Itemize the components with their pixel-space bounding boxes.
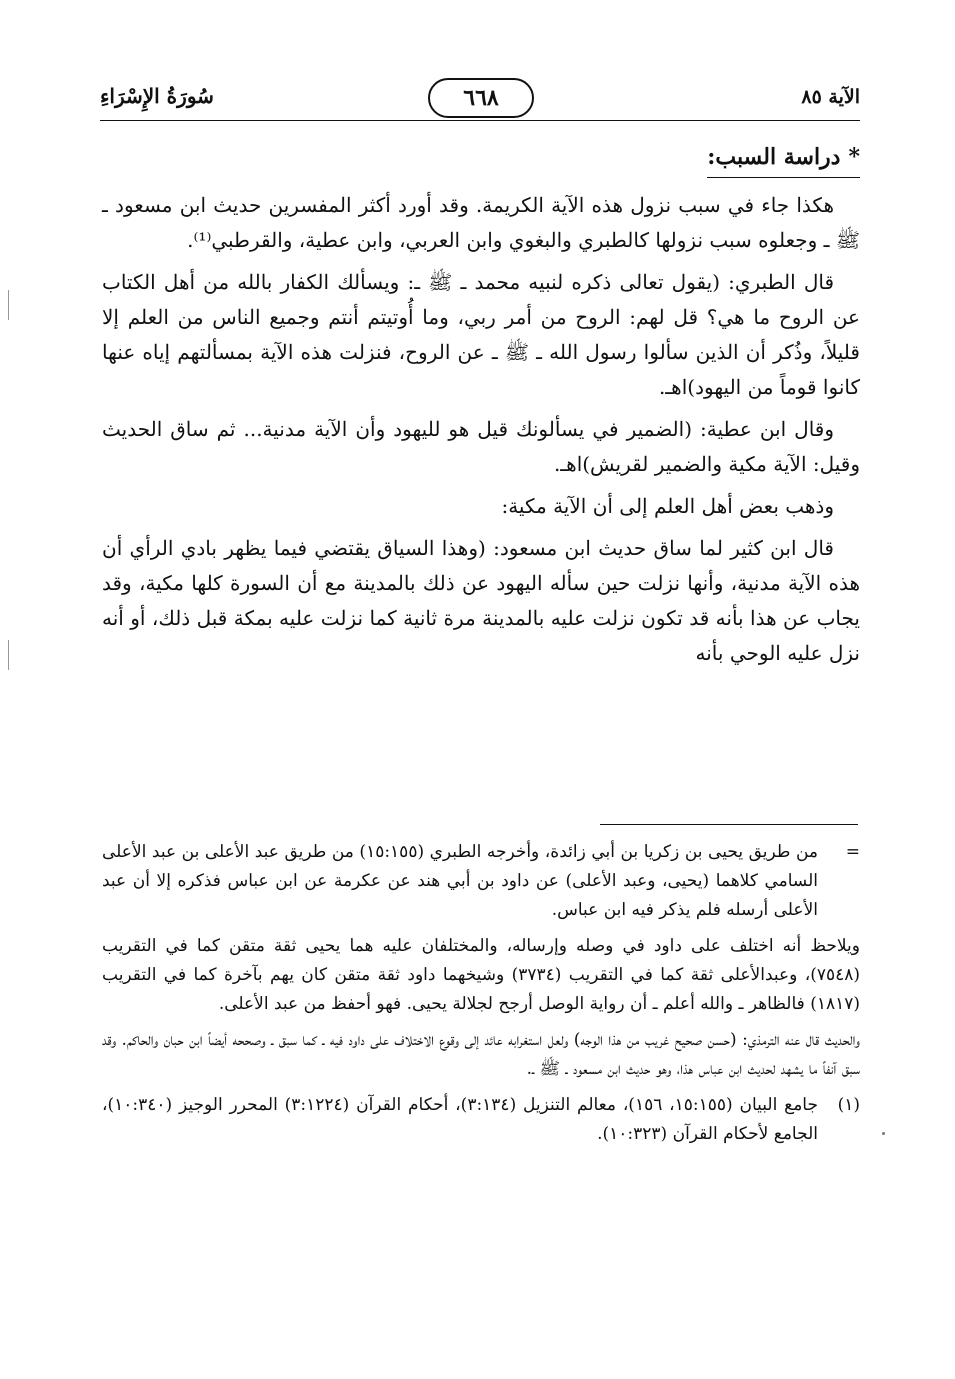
star-icon: *: [848, 144, 860, 170]
page-number: ٦٦٨: [428, 78, 534, 118]
footnote-continuation: [102, 838, 860, 925]
paragraph: قال ابن كثير لما ساق حديث ابن مسعود: (وهذا السياق يقتضي فيما يظهر بادي الرأي أن هذه الآية مدنية، وأنها نزلت حين سأله اليهود عن ذلك بالمدينة مع أن السورة كلها مكية، وقد يجاب عن هذا بأنه قد تكون نزلت عليه بالمدينة مرة ثانية كما نزلت عليه بمكة قبل ذلك، أو أنه نزل عليه الوحي بأنه: [102, 536, 860, 665]
section-title: دراسة السبب:: [707, 144, 841, 170]
margin-mark: [8, 290, 9, 320]
paragraph: وقال ابن عطية: (الضمير في يسألونك قيل هو لليهود وأن الآية مدنية... ثم ساق الحديث وقيل: الآية مكية والضمير لقريش)اهـ.: [102, 417, 860, 476]
surah-name: سُورَةُ الإِسْرَاءِ: [100, 84, 214, 108]
page-header: [100, 78, 860, 122]
main-text: [102, 140, 860, 678]
paragraph: قال الطبري: (يقول تعالى ذكره لنبيه محمد ـ ﷺ ـ: ويسألك الكفار بالله من أهل الكتاب عن الروح ما هي؟ قل لهم: الروح من أمر ربي، وما أُوتيتم أنتم وجميع الناس من العلم إلا قليلاً، وذُكر أن الذين سألوا رسول الله ـ ﷺ ـ عن الروح، فنزلت هذه الآية بمسألتهم إياه عنها كانوا قوماً من اليهود)اهـ.: [102, 270, 860, 399]
paragraph: هكذا جاء في سبب نزول هذه الآية الكريمة. وقد أورد أكثر المفسرين حديث ابن مسعود ـ ﷺ ـ وجعلوه سبب نزولها كالطبري والبغوي وابن العربي، وابن عطية، والقرطبي⁽¹⁾.: [102, 193, 860, 252]
footnote-note: ويلاحظ أنه اختلف على داود في وصله وإرساله، والمختلفان عليه هما يحيى ثقة متقن كما في التقريب (٧٥٤٨)، وعبدالأعلى ثقة كما في التقريب (٣٧٣٤) وشيخهما داود ثقة متقن كان يهم بآخرة كما في التقريب (١٨١٧) فالظاهر ـ والله أعلم ـ أن رواية الوصل أرجح لجلالة يحيى. فهو أحفظ من عبد الأعلى.: [102, 936, 861, 1014]
margin-dot: [882, 1132, 885, 1135]
footnote-1-marker: (١): [837, 1095, 860, 1115]
footnote-1-text: جامع البيان (١٥:١٥٥، ١٥٦)، معالم التنزيل (٣:١٣٤)، أحكام القرآن (٣:١٢٢٤) المحرر الوجيز (١٠:٣٤٠)، الجامع لأحكام القرآن (١٠:٣٢٣).: [102, 1095, 818, 1144]
verse-label: الآية ٨٥: [801, 86, 860, 108]
footnotes: [102, 838, 860, 1156]
footnote-note: والحديث قال عنه الترمذي: (حسن صحيح غريب من هذا الوجه) ولعل استغرابه عائد إلى وقوع الاختلاف على داود فيه ـ كما سبق ـ وصححه أيضاً ابن حبان والحاكم. وقد سبق آنفاً ما يشهد لحديث ابن عباس هذا، وهو حديث ابن مسعود ـ ﷺ ـ.: [102, 1030, 860, 1079]
section-heading: [707, 140, 860, 178]
margin-mark: [8, 640, 9, 670]
paragraph: وذهب بعض أهل العلم إلى أن الآية مكية:: [501, 494, 834, 518]
footnote-1: [102, 1091, 860, 1149]
footnote-divider: [600, 824, 858, 825]
header-rule: [100, 120, 860, 121]
footnote-text: من طريق يحيى بن زكريا بن أبي زائدة، وأخرجه الطبري (١٥:١٥٥) من طريق عبد الأعلى بن عبد الأعلى السامي كلاهما (يحيى، وعبد الأعلى) عن داود بن أبي هند عن عكرمة عن ابن عباس فذكره إلا أن عبد الأعلى أرسله فلم يذكر فيه ابن عباس.: [102, 842, 818, 920]
continuation-marker: =: [845, 842, 860, 862]
